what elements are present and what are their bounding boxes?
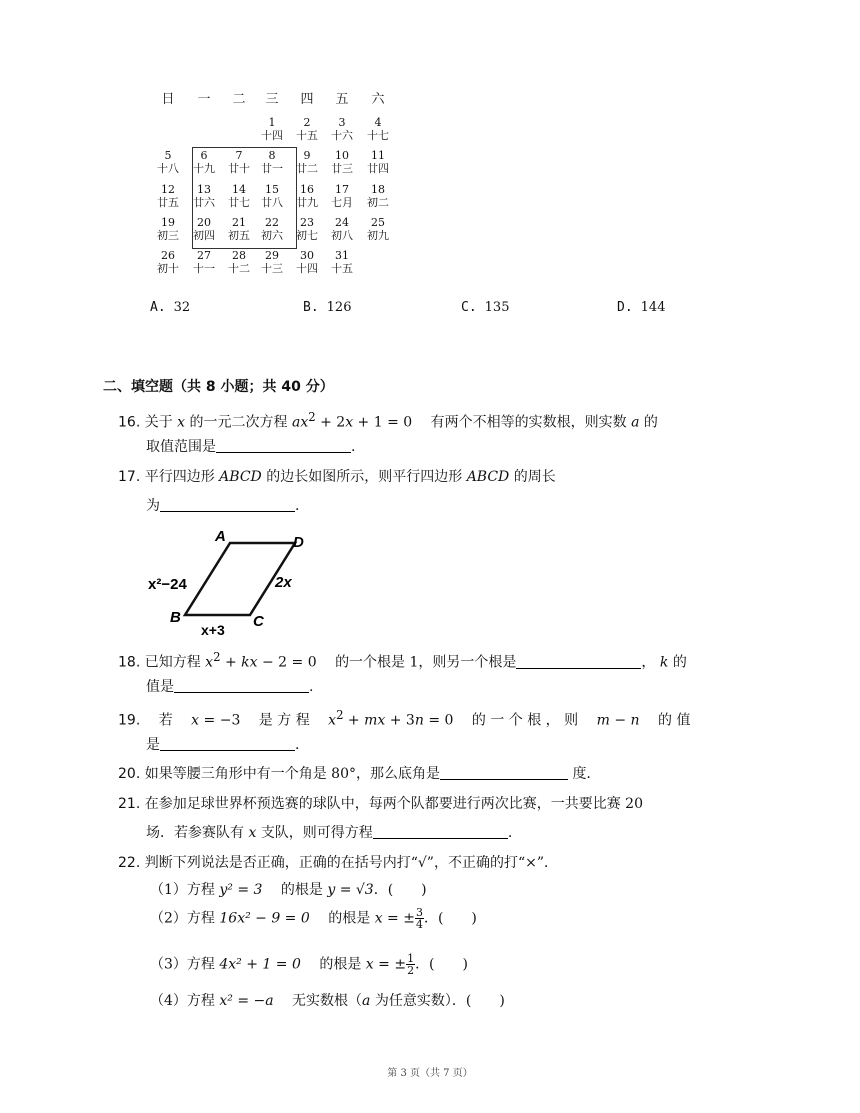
- calendar-lunar-date: 七月: [331, 196, 353, 209]
- question-19-line2: 是 .: [146, 737, 300, 753]
- side-label-bottom: x+3: [201, 622, 225, 638]
- question-16-line2: 取值范围是 .: [146, 439, 356, 455]
- weekday-header: 日: [161, 92, 175, 107]
- option-b[interactable]: B. 126: [303, 300, 352, 315]
- option-c[interactable]: C. 135: [461, 300, 510, 315]
- calendar-lunar-date: 廿一: [261, 162, 283, 175]
- question-18-line2: 值是 .: [146, 679, 314, 695]
- fraction-3-4: $\frac{3}{4}$: [415, 906, 423, 931]
- calendar-date: 21: [232, 216, 246, 229]
- calendar-date: 2: [303, 116, 311, 129]
- calendar-date: 23: [300, 216, 314, 229]
- calendar-date: 10: [335, 149, 349, 162]
- calendar-lunar-date: 十三: [261, 262, 283, 275]
- calendar-date: 13: [197, 183, 211, 196]
- calendar-date: 19: [161, 216, 175, 229]
- vertex-c: C: [253, 613, 264, 630]
- calendar-date: 4: [374, 116, 382, 129]
- calendar-lunar-date: 十八: [157, 162, 179, 175]
- calendar-date: 16: [300, 183, 314, 196]
- calendar-date: 18: [371, 183, 385, 196]
- answer-blank-19[interactable]: [160, 736, 295, 751]
- calendar-lunar-date: 初八: [331, 229, 353, 242]
- calendar-lunar-date: 廿十: [228, 162, 250, 175]
- calendar-date: 24: [335, 216, 349, 229]
- calendar-lunar-date: 十九: [193, 162, 215, 175]
- calendar-date: 28: [232, 249, 246, 262]
- answer-blank-20[interactable]: [440, 765, 568, 780]
- question-18: 18. 已知方程 $x^2$ + kx − 2 = 0 的一个根是 1，则另一个根是 ， k 的: [118, 650, 687, 671]
- vertex-a: A: [215, 528, 226, 545]
- calendar-date: 17: [335, 183, 349, 196]
- answer-blank-18b[interactable]: [174, 678, 309, 693]
- calendar-lunar-date: 初十: [157, 262, 179, 275]
- weekday-header: 三: [265, 92, 279, 107]
- calendar-date: 8: [268, 149, 276, 162]
- calendar-date: 15: [265, 183, 279, 196]
- answer-blank-18a[interactable]: [516, 654, 641, 669]
- calendar-date: 20: [197, 216, 211, 229]
- calendar-lunar-date: 十四: [261, 129, 283, 142]
- calendar-date: 25: [371, 216, 385, 229]
- calendar: [150, 88, 420, 288]
- weekday-header: 六: [371, 92, 385, 107]
- question-22-item-2: （2）方程 16x² − 9 = 0 的根是 x = ± $\frac{3}{4}$ ．( ): [150, 906, 477, 931]
- calendar-date: 27: [197, 249, 211, 262]
- question-20: 20. 如果等腰三角形中有一个角是 80°，那么底角是 度.: [118, 766, 591, 782]
- question-22-item-3: （3）方程 4x² + 1 = 0 的根是 x = ± $\frac{1}{2}$ ．( ): [150, 952, 468, 977]
- calendar-lunar-date: 廿四: [367, 162, 389, 175]
- weekday-header: 四: [300, 92, 314, 107]
- calendar-date: 9: [303, 149, 311, 162]
- question-22-item-1: （1）方程 y² = 3 的根是 y = √3．( ): [150, 882, 427, 898]
- calendar-date: 12: [161, 183, 175, 196]
- question-19: 19. 若 x = −3 是 方 程 $x^2$ + mx + 3n = 0 的 一 个 根 ， 则 m − n 的 值: [118, 708, 691, 729]
- question-21-line2: 场．若参赛队有 x 支队，则可得方程 .: [146, 825, 513, 841]
- calendar-date: 14: [232, 183, 246, 196]
- calendar-lunar-date: 廿二: [296, 162, 318, 175]
- calendar-date: 3: [338, 116, 346, 129]
- option-a[interactable]: A. 32: [150, 300, 191, 315]
- calendar-lunar-date: 初九: [367, 229, 389, 242]
- page-footer: 第 3 页（共 7 页）: [387, 1068, 473, 1079]
- calendar-date: 7: [235, 149, 243, 162]
- calendar-selection-box: [192, 147, 297, 249]
- vertex-b: B: [170, 609, 181, 626]
- calendar-lunar-date: 十一: [193, 262, 215, 275]
- calendar-date: 6: [200, 149, 208, 162]
- answer-blank-17[interactable]: [160, 497, 295, 512]
- weekday-header: 一: [197, 92, 211, 107]
- calendar-lunar-date: 初七: [296, 229, 318, 242]
- calendar-lunar-date: 廿三: [331, 162, 353, 175]
- question-22: 22. 判断下列说法是否正确，正确的在括号内打“√”，不正确的打“×”．: [118, 855, 558, 871]
- calendar-date: 30: [300, 249, 314, 262]
- question-17: 17. 平行四边形 ABCD 的边长如图所示，则平行四边形 ABCD 的周长: [118, 469, 556, 485]
- section-title: 二、填空题（共 8 小题；共 40 分）: [103, 379, 334, 395]
- calendar-lunar-date: 十五: [331, 262, 353, 275]
- parallelogram-figure: [145, 525, 325, 640]
- option-d[interactable]: D. 144: [617, 300, 666, 315]
- calendar-lunar-date: 廿五: [157, 196, 179, 209]
- calendar-lunar-date: 廿六: [193, 196, 215, 209]
- calendar-date: 31: [335, 249, 349, 262]
- fraction-1-2: $\frac{1}{2}$: [407, 952, 415, 977]
- calendar-lunar-date: 十二: [228, 262, 250, 275]
- question-22-item-4: （4）方程 x² = −a 无实数根（a 为任意实数）．( ): [150, 993, 505, 1009]
- weekday-header: 二: [232, 92, 246, 107]
- calendar-lunar-date: 廿九: [296, 196, 318, 209]
- calendar-date: 29: [265, 249, 279, 262]
- calendar-date: 1: [268, 116, 276, 129]
- calendar-date: 5: [164, 149, 172, 162]
- calendar-date: 22: [265, 216, 279, 229]
- question-17-line2: 为 .: [146, 498, 300, 514]
- side-label-right: 2x: [275, 574, 292, 591]
- question-21: 21. 在参加足球世界杯预选赛的球队中，每两个队都要进行两次比赛，一共要比赛 20: [118, 796, 643, 812]
- calendar-lunar-date: 廿八: [261, 196, 283, 209]
- answer-blank-21[interactable]: [373, 824, 508, 839]
- answer-blank-16[interactable]: [216, 438, 351, 453]
- calendar-lunar-date: 初五: [228, 229, 250, 242]
- weekday-header: 五: [335, 92, 349, 107]
- question-16: 16. 关于 x 的一元二次方程 $ax^2 + 2x + 1 = 0$ 有两个不相等的实数根，则实数 a 的: [118, 410, 658, 431]
- calendar-lunar-date: 初二: [367, 196, 389, 209]
- calendar-lunar-date: 廿七: [228, 196, 250, 209]
- calendar-date: 11: [371, 149, 385, 162]
- calendar-lunar-date: 初三: [157, 229, 179, 242]
- calendar-lunar-date: 初四: [193, 229, 215, 242]
- calendar-lunar-date: 十七: [367, 129, 389, 142]
- side-label-left: x²−24: [148, 576, 187, 593]
- vertex-d: D: [293, 534, 304, 551]
- calendar-lunar-date: 十五: [296, 129, 318, 142]
- calendar-date: 26: [161, 249, 175, 262]
- calendar-lunar-date: 十四: [296, 262, 318, 275]
- calendar-lunar-date: 十六: [331, 129, 353, 142]
- calendar-lunar-date: 初六: [261, 229, 283, 242]
